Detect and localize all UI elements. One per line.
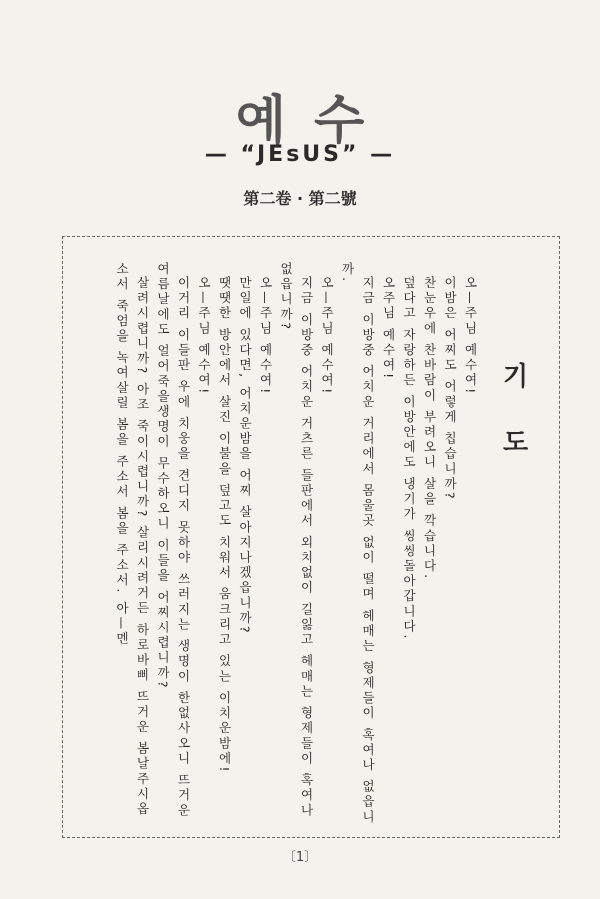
paragraph: 지금 이방중 어치운 거리에서 몸울곳 없이 떨며 헤매는 형제들이 혹여나 없읍니까. [340,262,376,825]
article-body [88,262,480,828]
page-subtitle: — “JEsUS” — [204,142,396,167]
paragraph: 덮다고 자랑하든 이방안에도 냉기가 씽씽돌아갑니다. [401,275,417,641]
page-title: 예수 [235,91,393,151]
paragraph: 만일에 있다면, 어치운밤을 어찌 살아지나겠읍니까? [237,275,253,635]
volume-issue: 第二卷 · 第二號 [243,189,357,208]
paragraph: 살려시렵니까? 아조 죽이시렵니까? 살리시려거든 하로바삐 뜨거운 봄날주시옵소서 죽엄을 녹여살릴 봄을 주소서 봄을 주소서. 아—멘 [114,262,150,817]
paragraph: 이거리 이들판 우에 치웅을 견디지 못하야 쓰러지는 생명이 한없사오니 뜨거운여름날에도 얼어죽을생명이 무수하오니 이들을 어찌시렵니까? [155,262,191,819]
paragraph: 오—주님 예수여! [258,275,273,396]
paragraph: 찬눈우에 찬바람이 부려오니 살을 깍습니다. [422,275,437,581]
paragraph: 오—주님 예수여! [196,275,212,396]
paragraph: 이밤은 어찌도 어렇게 칩습니까? [442,275,458,502]
paragraph: 땟땟한 방안에서 살진 이불을 덮고도 치워서 움크리고 있는 이치운밤에! [217,275,232,774]
paragraph: 지금 이방중 어치운 거츠른 들판에서 외치없이 길잃고 헤매는 형제들이 혹여나 없읍니까? [278,262,314,819]
paragraph: 오주님 예수여! [381,275,396,381]
paragraph: 오—주님 예수여! [463,275,478,396]
paragraph: 오—주님 예수여! [319,275,335,396]
page-number: 〔1〕 [282,850,318,865]
article-heading: 기도 [498,362,528,494]
